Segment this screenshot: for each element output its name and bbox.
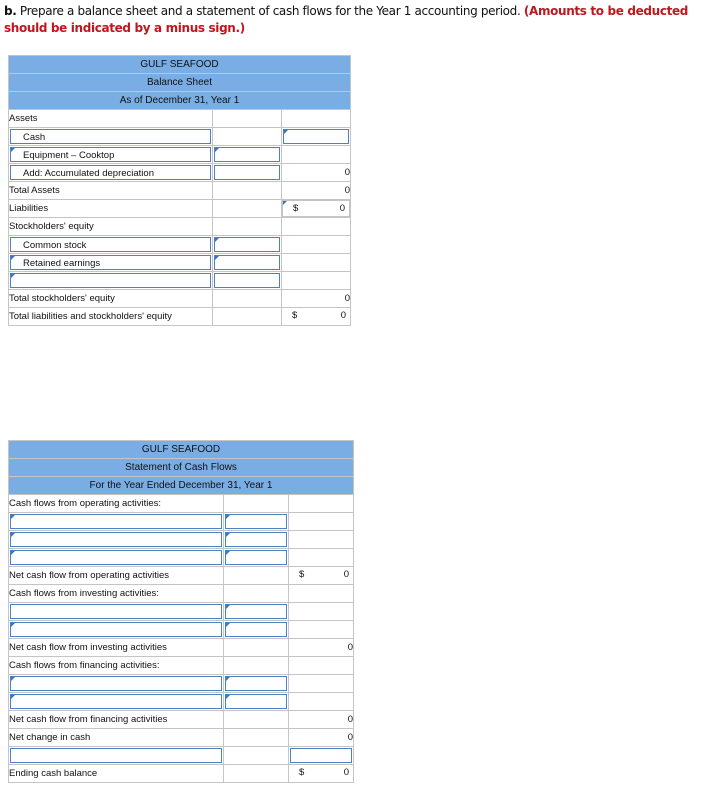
cf-beginning-amount-input[interactable] (290, 748, 352, 763)
bs-assets-label: Assets (9, 110, 213, 128)
bs-blank-label-input[interactable] (10, 273, 211, 288)
cf-operating-label: Cash flows from operating activities: (9, 495, 224, 513)
cf-row-net-operating (9, 567, 354, 585)
bs-common-stock-label-input[interactable]: Common stock (10, 237, 211, 252)
cf-inv-1-label-input[interactable] (10, 604, 222, 619)
cf-date: For the Year Ended December 31, Year 1 (9, 477, 354, 495)
cf-row-op-3 (9, 549, 354, 567)
bs-accum-dep-label-input[interactable]: Add: Accumulated depreciation (10, 165, 211, 180)
balance-sheet-table (8, 55, 351, 326)
cf-row-ending (9, 765, 354, 783)
cf-title: Statement of Cash Flows (9, 459, 354, 477)
cf-op-2-label-input[interactable] (10, 532, 222, 547)
cf-net-operating-currency: $ (299, 569, 305, 580)
cf-inv-1-amount-input[interactable] (225, 604, 287, 619)
bs-row-total-liab-equity (9, 308, 351, 326)
bs-liabilities-currency: $ (293, 203, 299, 214)
cf-inv-2-amount-input[interactable] (225, 622, 287, 637)
cf-op-3-label-input[interactable] (10, 550, 222, 565)
cf-row-net-change (9, 729, 354, 747)
cash-flows-table (8, 440, 354, 783)
cf-row-net-investing (9, 639, 354, 657)
cf-net-change-label: Net change in cash (9, 729, 224, 747)
cf-financing-label: Cash flows from financing activities: (9, 657, 224, 675)
bs-cash-amount-input[interactable] (283, 129, 349, 144)
cf-ending-currency: $ (299, 767, 305, 778)
cf-row-op-1 (9, 513, 354, 531)
instruction-prefix: b. (4, 4, 17, 18)
bs-cash-amount-cell (282, 128, 351, 146)
cf-row-operating (9, 495, 354, 513)
bs-row-liabilities (9, 200, 351, 218)
bs-total-liab-equity-value: 0 (340, 310, 346, 321)
cf-net-change-value: 0 (289, 729, 354, 747)
cf-net-financing-label: Net cash flow from financing activities (9, 711, 224, 729)
bs-row-equipment (9, 146, 351, 164)
bs-date: As of December 31, Year 1 (9, 92, 351, 110)
bs-blank-amount-input[interactable] (214, 273, 280, 288)
cf-net-investing-value: 0 (289, 639, 354, 657)
bs-row-equity (9, 218, 351, 236)
bs-total-assets-label: Total Assets (9, 182, 213, 200)
cf-op-3-amount-input[interactable] (225, 550, 287, 565)
bs-cash-label-input[interactable]: Cash (10, 129, 211, 144)
cf-row-op-2 (9, 531, 354, 549)
cf-row-fin-2 (9, 693, 354, 711)
bs-row-common-stock (9, 236, 351, 254)
bs-row-blank (9, 272, 351, 290)
cf-ending-label: Ending cash balance (9, 765, 224, 783)
cf-row-inv-1 (9, 603, 354, 621)
cf-row-investing (9, 585, 354, 603)
bs-row-total-equity (9, 290, 351, 308)
cf-beginning-label-input[interactable] (10, 748, 222, 763)
bs-liabilities-amount-input[interactable] (282, 200, 350, 217)
bs-cash-label-cell (9, 128, 213, 146)
cf-fin-2-amount-input[interactable] (225, 694, 287, 709)
bs-total-equity-value: 0 (282, 290, 351, 308)
cf-ending-value: 0 (343, 767, 349, 778)
cf-fin-2-label-input[interactable] (10, 694, 222, 709)
bs-row-accum-dep (9, 164, 351, 182)
cf-net-operating-label: Net cash flow from operating activities (9, 567, 224, 585)
bs-total-liab-equity-label: Total liabilities and stockholders' equity (9, 308, 213, 326)
bs-retained-earnings-label-input[interactable]: Retained earnings (10, 255, 211, 270)
bs-equipment-label-input[interactable]: Equipment – Cooktop (10, 147, 211, 162)
bs-title: Balance Sheet (9, 74, 351, 92)
cf-company: GULF SEAFOOD (9, 441, 354, 459)
bs-total-equity-label: Total stockholders' equity (9, 290, 213, 308)
bs-row-assets (9, 110, 351, 128)
cf-op-1-amount-input[interactable] (225, 514, 287, 529)
instruction-text: Prepare a balance sheet and a statement of cash flows for the Year 1 accounting period. (16, 4, 524, 18)
bs-accum-dep-value: 0 (282, 164, 351, 182)
bs-retained-earnings-amount-input[interactable] (214, 255, 280, 270)
cf-row-financing (9, 657, 354, 675)
bs-equity-label: Stockholders' equity (9, 218, 213, 236)
bs-company: GULF SEAFOOD (9, 56, 351, 74)
bs-total-liab-equity-currency: $ (292, 310, 298, 321)
bs-liabilities-value: 0 (339, 203, 345, 214)
bs-common-stock-amount-input[interactable] (214, 237, 280, 252)
bs-row-cash (9, 128, 351, 146)
cf-net-operating-value: 0 (343, 569, 349, 580)
cf-op-2-amount-input[interactable] (225, 532, 287, 547)
cf-row-beginning (9, 747, 354, 765)
cf-op-1-label-input[interactable] (10, 514, 222, 529)
cf-net-financing-value: 0 (289, 711, 354, 729)
bs-row-total-assets (9, 182, 351, 200)
cf-net-investing-label: Net cash flow from investing activities (9, 639, 224, 657)
bs-total-assets-value: 0 (282, 182, 351, 200)
cf-investing-label: Cash flows from investing activities: (9, 585, 224, 603)
bs-liabilities-label: Liabilities (9, 200, 213, 218)
cf-row-inv-2 (9, 621, 354, 639)
cf-fin-1-amount-input[interactable] (225, 676, 287, 691)
bs-equipment-amount-input[interactable] (214, 147, 280, 162)
instruction-note: (Amounts to be deducted should be indicated by a minus sign.) (4, 4, 688, 35)
cf-row-fin-1 (9, 675, 354, 693)
bs-row-retained-earnings (9, 254, 351, 272)
instructions (4, 3, 716, 37)
cf-inv-2-label-input[interactable] (10, 622, 222, 637)
cf-row-net-financing (9, 711, 354, 729)
cf-fin-1-label-input[interactable] (10, 676, 222, 691)
bs-accum-dep-amount-input[interactable] (214, 165, 280, 180)
